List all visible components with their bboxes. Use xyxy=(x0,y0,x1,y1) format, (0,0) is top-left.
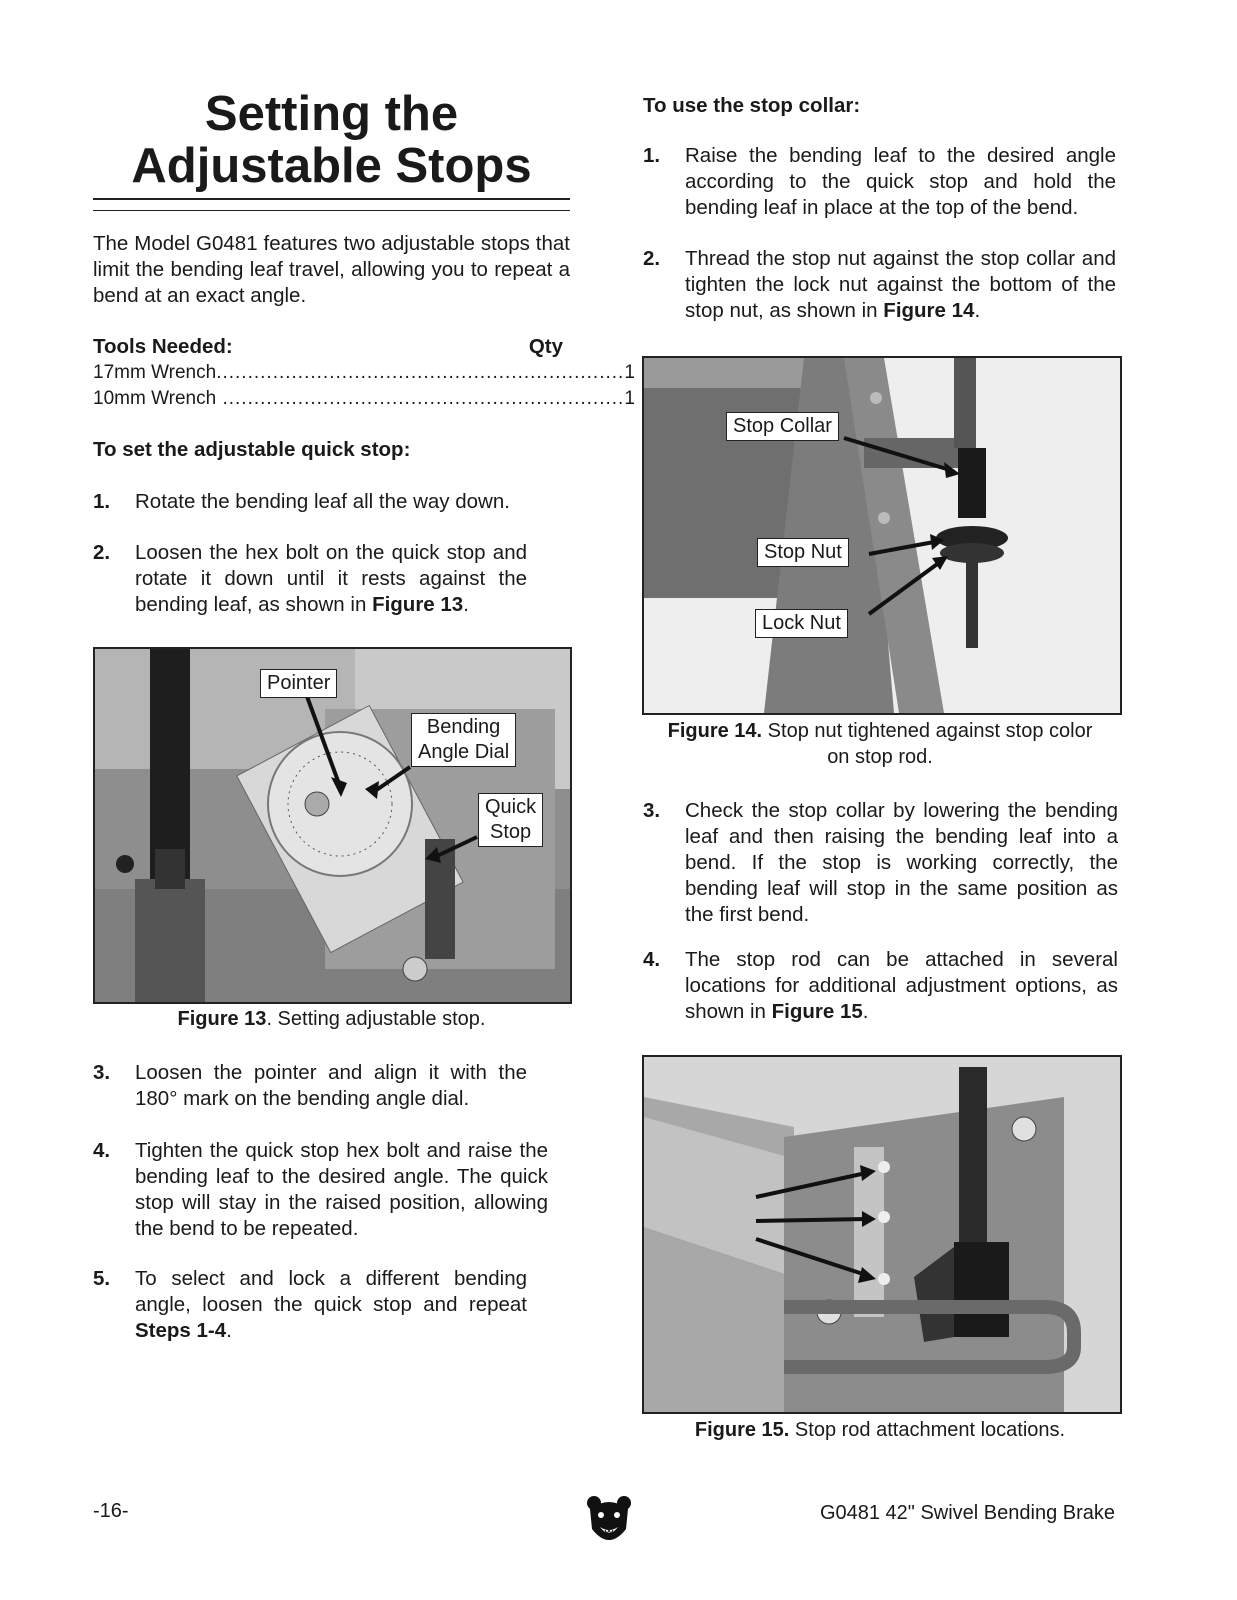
tool-row: 17mm Wrench ................................................................. 1 xyxy=(93,360,563,386)
collar-step-2: 2. Thread the stop nut against the stop collar and tighten the lock nut against the bottom of the stop nut, as shown in Figure 14. xyxy=(643,247,1116,322)
tools-header: Tools Needed: xyxy=(93,335,233,358)
intro-paragraph: The Model G0481 features two adjustable stops that limit the bending leaf travel, allowing you to repeat a bend at an exact angle. xyxy=(93,232,570,307)
quick-step-2: 2. Loosen the hex bolt on the quick stop and rotate it down until it rests against the bending leaf, as shown in Figure 13. xyxy=(93,541,527,616)
figure-15-caption: Figure 15. Stop rod attachment locations. xyxy=(694,1419,1066,1441)
page-number: -16- xyxy=(93,1500,129,1522)
callout-stop-nut: Stop Nut xyxy=(757,538,849,567)
tool-name: 10mm Wrench xyxy=(93,388,217,409)
figure-15-image xyxy=(642,1055,1122,1414)
figure-14-image xyxy=(642,356,1122,715)
quick-step-5: 5. To select and lock a different bending angle, loosen the quick stop and repeat Steps 1-4. xyxy=(93,1267,527,1342)
callout-pointer: Pointer xyxy=(260,669,337,698)
collar-heading: To use the stop collar: xyxy=(643,94,861,117)
callout-bending-angle-dial: Bending Angle Dial xyxy=(411,713,516,767)
quick-step-4: 4. Tighten the quick stop hex bolt and raise the bending leaf to the desired angle. The quick stop will stay in the raised position, allowing the bend to be repeated. xyxy=(93,1139,548,1240)
collar-step-1: 1. Raise the bending leaf to the desired angle according to the quick stop and hold the bending leaf in place at the top of the bend. xyxy=(643,144,1116,219)
figure-13-caption: Figure 13. Setting adjustable stop. xyxy=(177,1008,486,1030)
callout-quick-stop: Quick Stop xyxy=(478,793,543,847)
title-line-2: Adjustable Stops xyxy=(131,139,532,193)
figure-14-caption: Figure 14. Stop nut tightened against stop color on stop rod. xyxy=(667,720,1093,768)
tool-qty: 1 xyxy=(624,362,635,383)
callout-lock-nut: Lock Nut xyxy=(755,609,848,638)
document-title: G0481 42" Swivel Bending Brake xyxy=(819,1502,1115,1524)
callout-stop-collar: Stop Collar xyxy=(726,412,839,441)
bear-logo-icon xyxy=(586,1495,632,1549)
figure-13-image xyxy=(93,647,572,1004)
page-title xyxy=(93,88,570,192)
quick-step-3: 3. Loosen the pointer and align it with the 180° mark on the bending angle dial. xyxy=(93,1061,527,1110)
quick-stop-heading: To set the adjustable quick stop: xyxy=(93,438,411,461)
tool-row: 10mm Wrench ................................................................ 1 xyxy=(93,386,563,412)
collar-step-4: 4. The stop rod can be attached in several locations for additional adjustment options, as shown in Figure 15. xyxy=(643,948,1118,1023)
title-rule-thick xyxy=(93,198,570,200)
collar-step-3: 3. Check the stop collar by lowering the bending leaf and then raising the bending leaf into a bend. If the stop is working correctly, the bending leaf will stop in the same position as the first bend. xyxy=(643,799,1118,926)
title-rule-thin xyxy=(93,210,570,211)
title-line-1: Setting the xyxy=(204,87,459,141)
quick-step-1: 1. Rotate the bending leaf all the way down. xyxy=(93,490,510,513)
tool-name: 17mm Wrench xyxy=(93,362,217,383)
tools-table xyxy=(93,334,635,412)
qty-header: Qty xyxy=(528,335,563,358)
tool-qty: 1 xyxy=(624,388,635,409)
